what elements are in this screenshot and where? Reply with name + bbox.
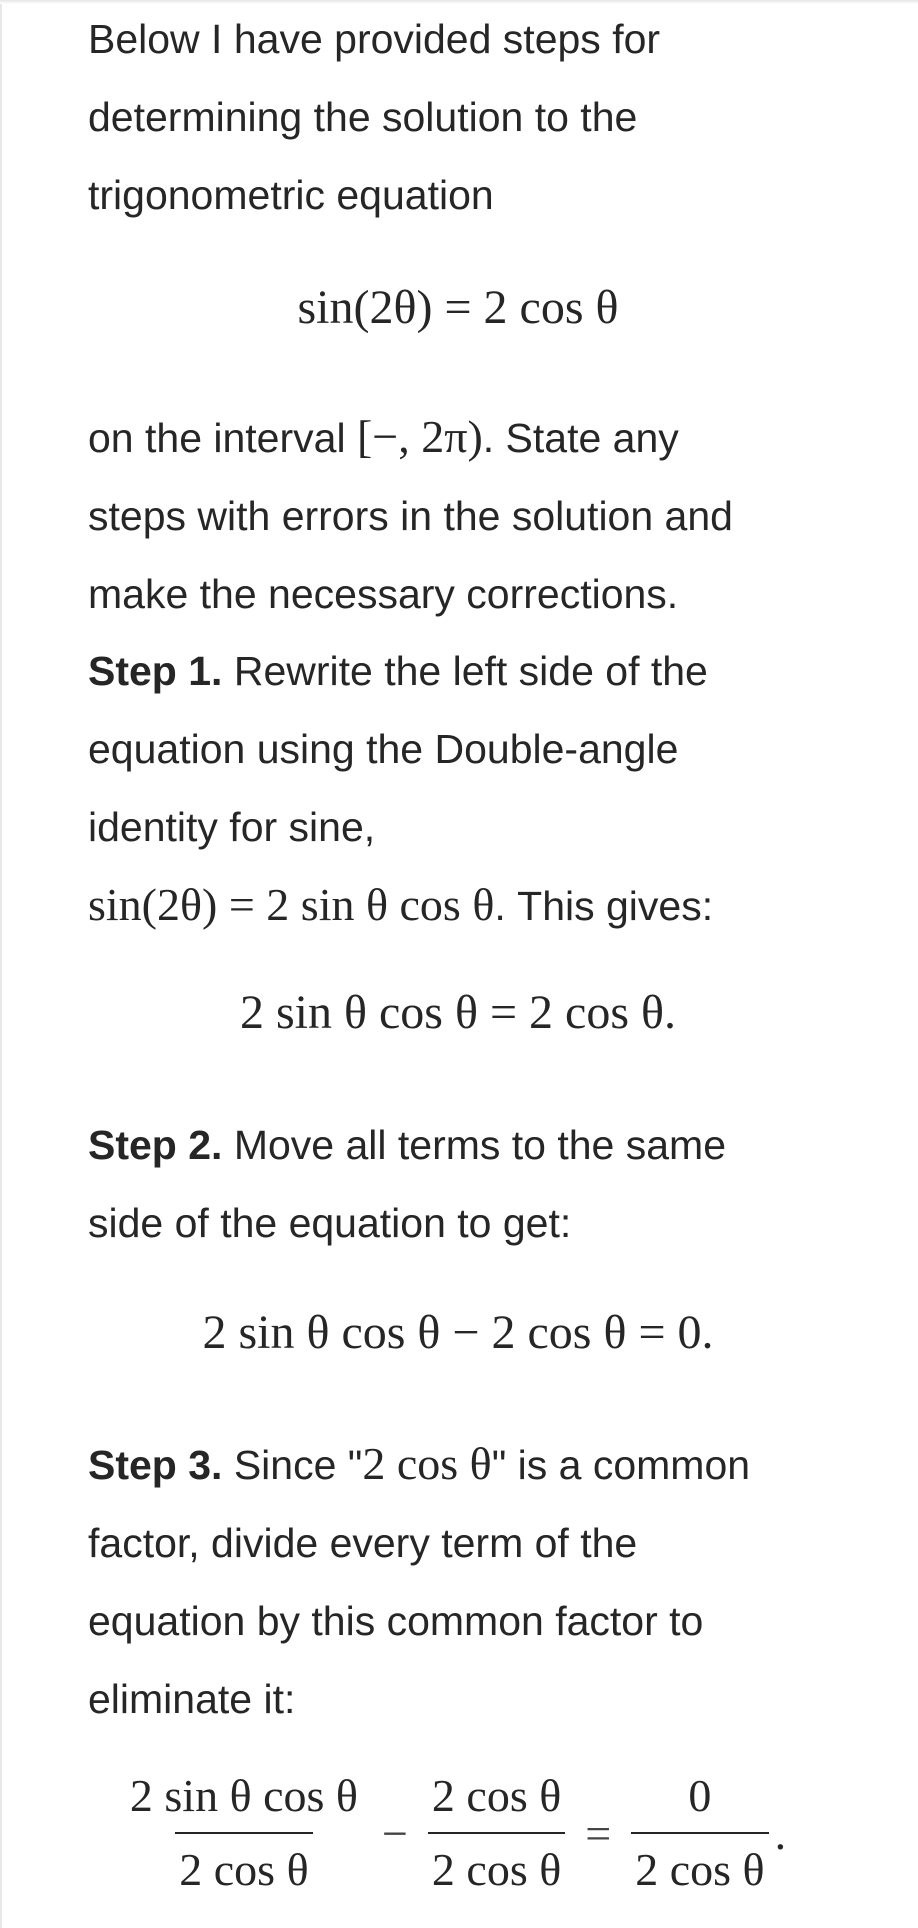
fraction-1 bbox=[126, 1770, 362, 1896]
step-3 bbox=[88, 1425, 878, 1738]
fraction-end-period: . bbox=[774, 1807, 787, 1859]
step-2 bbox=[88, 1106, 868, 1262]
fraction-1-denominator: 2 cos θ bbox=[175, 1832, 312, 1896]
step-3-label: Step 3. bbox=[88, 1442, 223, 1488]
minus-operator: − bbox=[381, 1807, 408, 1859]
step-3-fraction-equation bbox=[88, 1770, 828, 1896]
fraction-3-numerator: 0 bbox=[688, 1770, 712, 1821]
step-2-line-1: Step 2. Move all terms to the same bbox=[88, 1122, 727, 1168]
fraction-3 bbox=[631, 1770, 768, 1896]
fraction-2-numerator: 2 cos θ bbox=[431, 1770, 562, 1821]
step-1-display-block bbox=[88, 985, 828, 1055]
interval-paragraph bbox=[88, 398, 848, 633]
main-equation-block bbox=[88, 280, 828, 350]
equals-operator: = bbox=[585, 1807, 612, 1859]
interval-line-2: steps with errors in the solution and bbox=[88, 493, 733, 539]
step-2-label: Step 2. bbox=[88, 1122, 223, 1168]
step-2-line-2: side of the equation to get: bbox=[88, 1200, 572, 1246]
fraction-row bbox=[78, 1770, 828, 1896]
intro-line-3: trigonometric equation bbox=[88, 172, 494, 218]
step-1-equation: 2 sin θ cos θ = 2 cos θ. bbox=[239, 986, 677, 1039]
page-left-border bbox=[0, 0, 2, 1928]
fraction-3-denominator: 2 cos θ bbox=[631, 1832, 768, 1896]
step-1-label: Step 1. bbox=[88, 648, 223, 694]
intro-paragraph bbox=[88, 0, 828, 234]
step-3-line-2: factor, divide every term of the bbox=[88, 1520, 638, 1566]
step-3-line-4: eliminate it: bbox=[88, 1676, 296, 1722]
fraction-2-denominator: 2 cos θ bbox=[428, 1832, 565, 1896]
step-1-line-1: Step 1. Rewrite the left side of the bbox=[88, 648, 708, 694]
step-2-equation: 2 sin θ cos θ − 2 cos θ = 0. bbox=[202, 1306, 714, 1359]
intro-line-1: Below I have provided steps for bbox=[88, 16, 661, 62]
main-equation: sin(2θ) = 2 cos θ bbox=[297, 281, 619, 334]
interval-math: [−, 2π) bbox=[356, 411, 483, 462]
intro-line-2: determining the solution to the bbox=[88, 94, 638, 140]
fraction-2 bbox=[428, 1770, 565, 1896]
step-1-line-4: sin(2θ) = 2 sin θ cos θ. This gives: bbox=[88, 879, 714, 930]
interval-line-1: on the interval [−, 2π). State any bbox=[88, 411, 679, 462]
step-3-line-1: Step 3. Since "2 cos θ" is a common bbox=[88, 1438, 751, 1489]
step-1-line-3: identity for sine, bbox=[88, 804, 376, 850]
fraction-1-numerator: 2 sin θ cos θ bbox=[129, 1770, 358, 1821]
step-2-display-block bbox=[88, 1305, 828, 1375]
step-1 bbox=[88, 632, 868, 945]
common-factor-math: 2 cos θ bbox=[362, 1438, 492, 1489]
interval-line-3: make the necessary corrections. bbox=[88, 571, 679, 617]
double-angle-identity: sin(2θ) = 2 sin θ cos θ bbox=[88, 879, 495, 930]
step-1-line-2: equation using the Double-angle bbox=[88, 726, 679, 772]
step-3-line-3: equation by this common factor to bbox=[88, 1598, 704, 1644]
